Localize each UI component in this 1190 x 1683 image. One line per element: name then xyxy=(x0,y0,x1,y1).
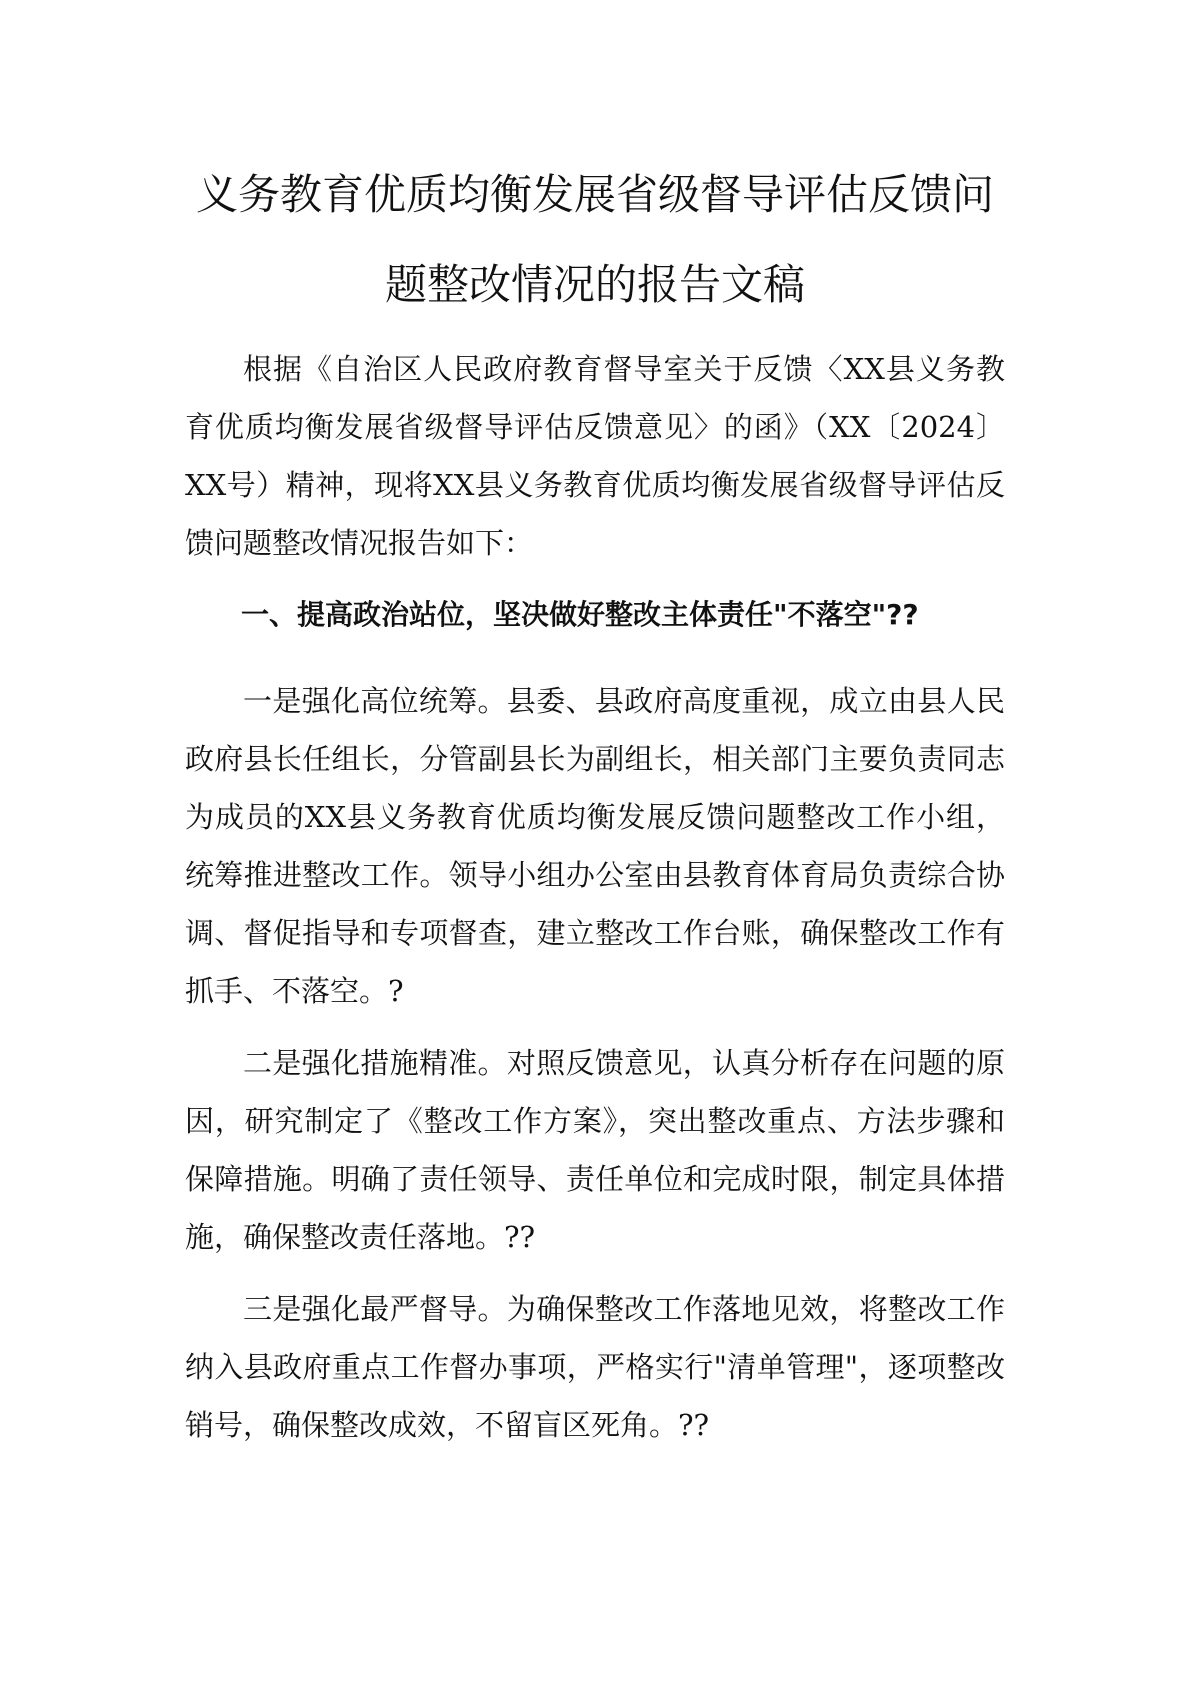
paragraph-2: 二是强化措施精准。对照反馈意见，认真分析存在问题的原因，研究制定了《整改工作方案》，突出整改重点、方法步骤和保障措施。明确了责任领导、责任单位和完成时限，制定具体措施，确保整改责任落地。?? xyxy=(185,1046,1005,1254)
document-body xyxy=(185,340,1005,1468)
title-line-2: 题整改情况的报告文稿 xyxy=(384,260,805,309)
document-title xyxy=(185,150,1005,330)
section-1-heading: 一、提高政治站位，坚决做好整改主体责任"不落空"?? xyxy=(241,598,919,631)
intro-paragraph: 根据《自治区人民政府教育督导室关于反馈〈XX县义务教育优质均衡发展省级督导评估反馈意见〉的函》（XX〔2024〕XX号）精神，现将XX县义务教育优质均衡发展省级督导评估反馈问题整改情况报告如下： xyxy=(185,352,1005,560)
paragraph-1: 一是强化高位统筹。县委、县政府高度重视，成立由县人民政府县长任组长，分管副县长为副组长，相关部门主要负责同志为成员的XX县义务教育优质均衡发展反馈问题整改工作小组，统筹推进整改工作。领导小组办公室由县教育体育局负责综合协调、督促指导和专项督查，建立整改工作台账，确保整改工作有抓手、不落空。? xyxy=(185,684,1005,1008)
paragraph-3: 三是强化最严督导。为确保整改工作落地见效，将整改工作纳入县政府重点工作督办事项，严格实行"清单管理"，逐项整改销号，确保整改成效，不留盲区死角。?? xyxy=(185,1292,1005,1442)
title-line-1: 义务教育优质均衡发展省级督导评估反馈问 xyxy=(195,170,994,219)
